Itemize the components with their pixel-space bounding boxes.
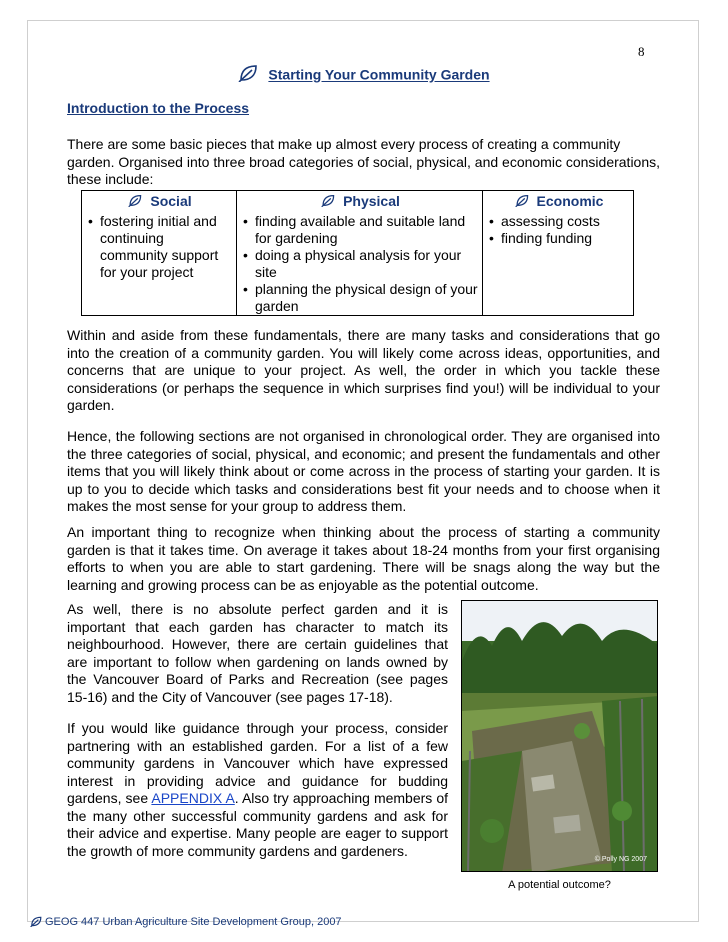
- economic-column: [482, 191, 633, 315]
- list-item: • finding available and suitable land for gardening: [243, 213, 478, 247]
- economic-title: Economic: [536, 193, 604, 209]
- list-item: • planning the physical design of your garden: [243, 281, 478, 315]
- social-column: [82, 191, 236, 315]
- leaf-icon: [515, 194, 529, 211]
- guidance-text-end: . Also try approaching members of the many other successful community gardens and ask for their advice and expertise. Many people are eager to support the growth of more community gardens and gardeners.: [67, 790, 449, 859]
- footer: [30, 916, 342, 930]
- physical-title: Physical: [343, 193, 400, 209]
- guidance-text-start: If you would like guidance through your process, consider partnering with an established garden. For a list of a few community gardens in Vancouver which have expressed interest in providing advice and guidance for budding gardens, see: [67, 720, 448, 806]
- economic-list: [489, 213, 629, 247]
- page-title: [0, 64, 728, 85]
- social-list: [88, 213, 232, 281]
- garden-photo: [461, 600, 658, 872]
- social-heading: [88, 193, 232, 211]
- paragraph-organisation: Hence, the following sections are not organised in chronological order. They are organised into the three categories of social, physical, and economic; and present the fundamentals and other items that you will likely think about or come across in the process of starting your garden. It is up to you to decide which tasks and considerations best fit your needs and to choose when it makes the most sense for your group to address them.: [67, 428, 660, 514]
- paragraph-guidelines: As well, there is no absolute perfect garden and it is important that each garden has character to match its neighbourhood. However, there are certain guidelines that are important to follow when gardening on lands owned by the Vancouver Board of Parks and Recreation (see pages 15-16) and the City of Vancouver (see pages 17-18).: [67, 601, 448, 705]
- leaf-icon: [30, 916, 42, 930]
- list-item: • assessing costs: [489, 213, 629, 230]
- photo-caption: A potential outcome?: [508, 879, 611, 891]
- section-heading: Introduction to the Process: [67, 100, 250, 116]
- footer-text: GEOG 447 Urban Agriculture Site Development Group, 2007: [45, 916, 342, 928]
- leaf-icon: [321, 194, 335, 211]
- page-number: 8: [638, 44, 645, 59]
- list-item: • doing a physical analysis for your site: [243, 247, 478, 281]
- social-title: Social: [150, 193, 192, 209]
- appendix-a-link[interactable]: APPENDIX A: [151, 790, 235, 806]
- economic-heading: [489, 193, 629, 211]
- intro-paragraph: There are some basic pieces that make up almost every process of creating a community garden. Organised into three broad categories of social, physical, and economic considerations, these include:: [67, 136, 661, 187]
- page-title-text: Starting Your Community Garden: [268, 66, 490, 83]
- physical-heading: [243, 193, 478, 211]
- list-item: • fostering initial and continuing community support for your project: [88, 213, 232, 281]
- leaf-icon: [128, 194, 142, 211]
- physical-list: [243, 213, 478, 315]
- paragraph-time: An important thing to recognize when thinking about the process of starting a community garden is that it takes time. On average it takes about 18-24 months from your first organising efforts to when you are able to start gardening. There will be snags along the way but the learning and growing process can be as enjoyable as the potential outcome.: [67, 524, 660, 593]
- photo-watermark: © Polly NG 2007: [594, 856, 647, 863]
- categories-table: [81, 190, 634, 316]
- paragraph-fundamentals: Within and aside from these fundamentals, there are many tasks and considerations that go into the creation of a community garden. You will likely come across ideas, opportunities, and concerns that are unique to your project. As well, the order in which you tackle these considerations (or perhaps the sequence in which surprises find you!) will be individual to your garden.: [67, 327, 660, 413]
- physical-column: [236, 191, 482, 315]
- leaf-icon: [238, 64, 258, 85]
- list-item: • finding funding: [489, 230, 629, 247]
- paragraph-guidance: [67, 720, 448, 860]
